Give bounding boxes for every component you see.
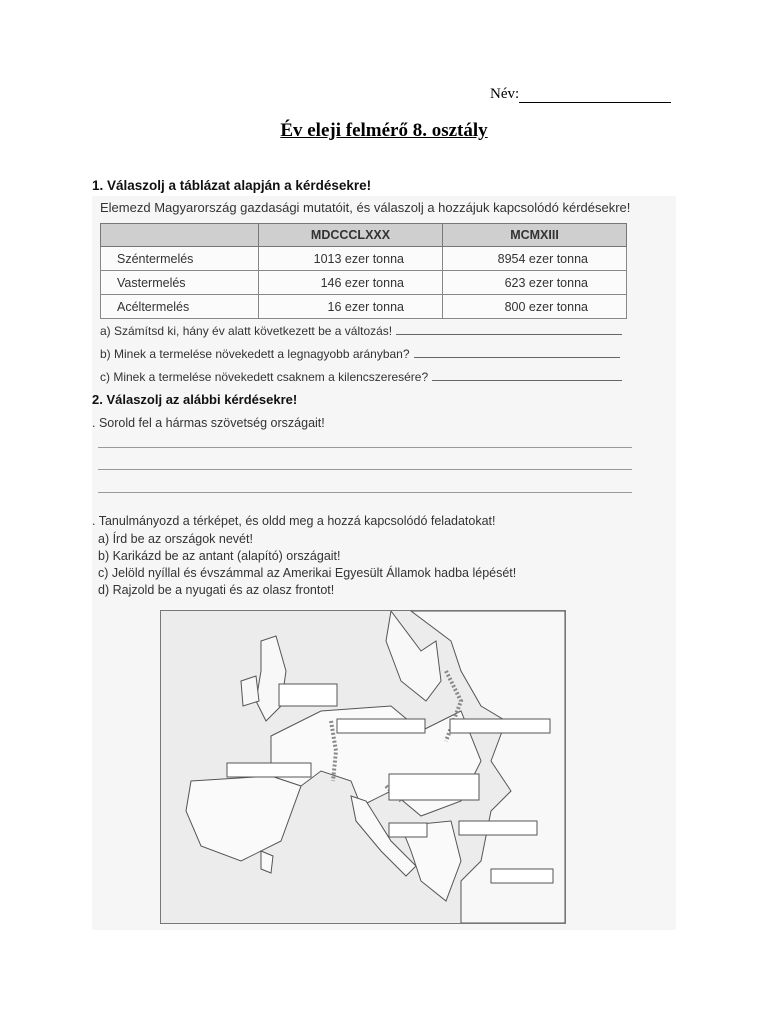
table-row [101,295,627,319]
subtask-a: a) Írd be az országok nevét! [98,532,253,546]
name-blank[interactable] [519,88,671,103]
table-cell: 800 ezer tonna [443,295,627,319]
table-row [101,247,627,271]
answer-line-c[interactable] [432,370,622,381]
table-cell: 8954 ezer tonna [443,247,627,271]
answer-line[interactable] [98,492,632,493]
task2-text: . Tanulmányozd a térképet, és oldd meg a hozzá kapcsolódó feladatokat! [92,514,496,528]
scanned-worksheet [92,196,676,930]
section2-heading: 2. Válaszolj az alábbi kérdésekre! [92,392,298,407]
section1-intro: Elemezd Magyarország gazdasági mutatóit, és válaszolj a hozzájuk kapcsolódó kérdésekre! [100,200,631,215]
question-a [100,324,622,338]
answer-line[interactable] [98,469,632,470]
question-b [100,347,620,361]
table-cell: Acéltermelés [101,295,259,319]
question-a-text: a) Számítsd ki, hány év alatt következett be a változás! [100,324,393,338]
section1-heading: 1. Válaszolj a táblázat alapján a kérdésekre! [92,178,372,193]
table-cell: Vastermelés [101,271,259,295]
table-header-cell: MDCCCLXXX [259,224,443,247]
table-cell: 16 ezer tonna [259,295,443,319]
name-field[interactable] [490,86,671,103]
answer-line-b[interactable] [414,347,620,358]
page-title: Év eleji felmérő 8. osztály [280,120,488,141]
table-header-row [101,224,627,247]
name-label: Név: [490,86,520,102]
question-c [100,370,622,384]
subtask-c: c) Jelöld nyíllal és évszámmal az Amerikai Egyesült Államok hadba lépését! [98,566,517,580]
table-header-cell: MCMXIII [443,224,627,247]
answer-line[interactable] [98,447,632,448]
data-table [100,223,627,319]
europe-map [160,610,566,924]
europe-map-drawing [161,611,565,923]
subtask-b: b) Karikázd be az antant (alapító) országait! [98,549,341,563]
table-cell: Széntermelés [101,247,259,271]
question-c-text: c) Minek a termelése növekedett csaknem a kilencszeresére? [100,370,429,384]
table-cell: 623 ezer tonna [443,271,627,295]
answer-line-a[interactable] [396,324,622,335]
task1-text: . Sorold fel a hármas szövetség országait! [92,416,325,430]
table-cell: 1013 ezer tonna [259,247,443,271]
table-cell: 146 ezer tonna [259,271,443,295]
subtask-d: d) Rajzold be a nyugati és az olasz frontot! [98,583,335,597]
question-b-text: b) Minek a termelése növekedett a legnagyobb arányban? [100,347,410,361]
table-header-cell [101,224,259,247]
table-row [101,271,627,295]
